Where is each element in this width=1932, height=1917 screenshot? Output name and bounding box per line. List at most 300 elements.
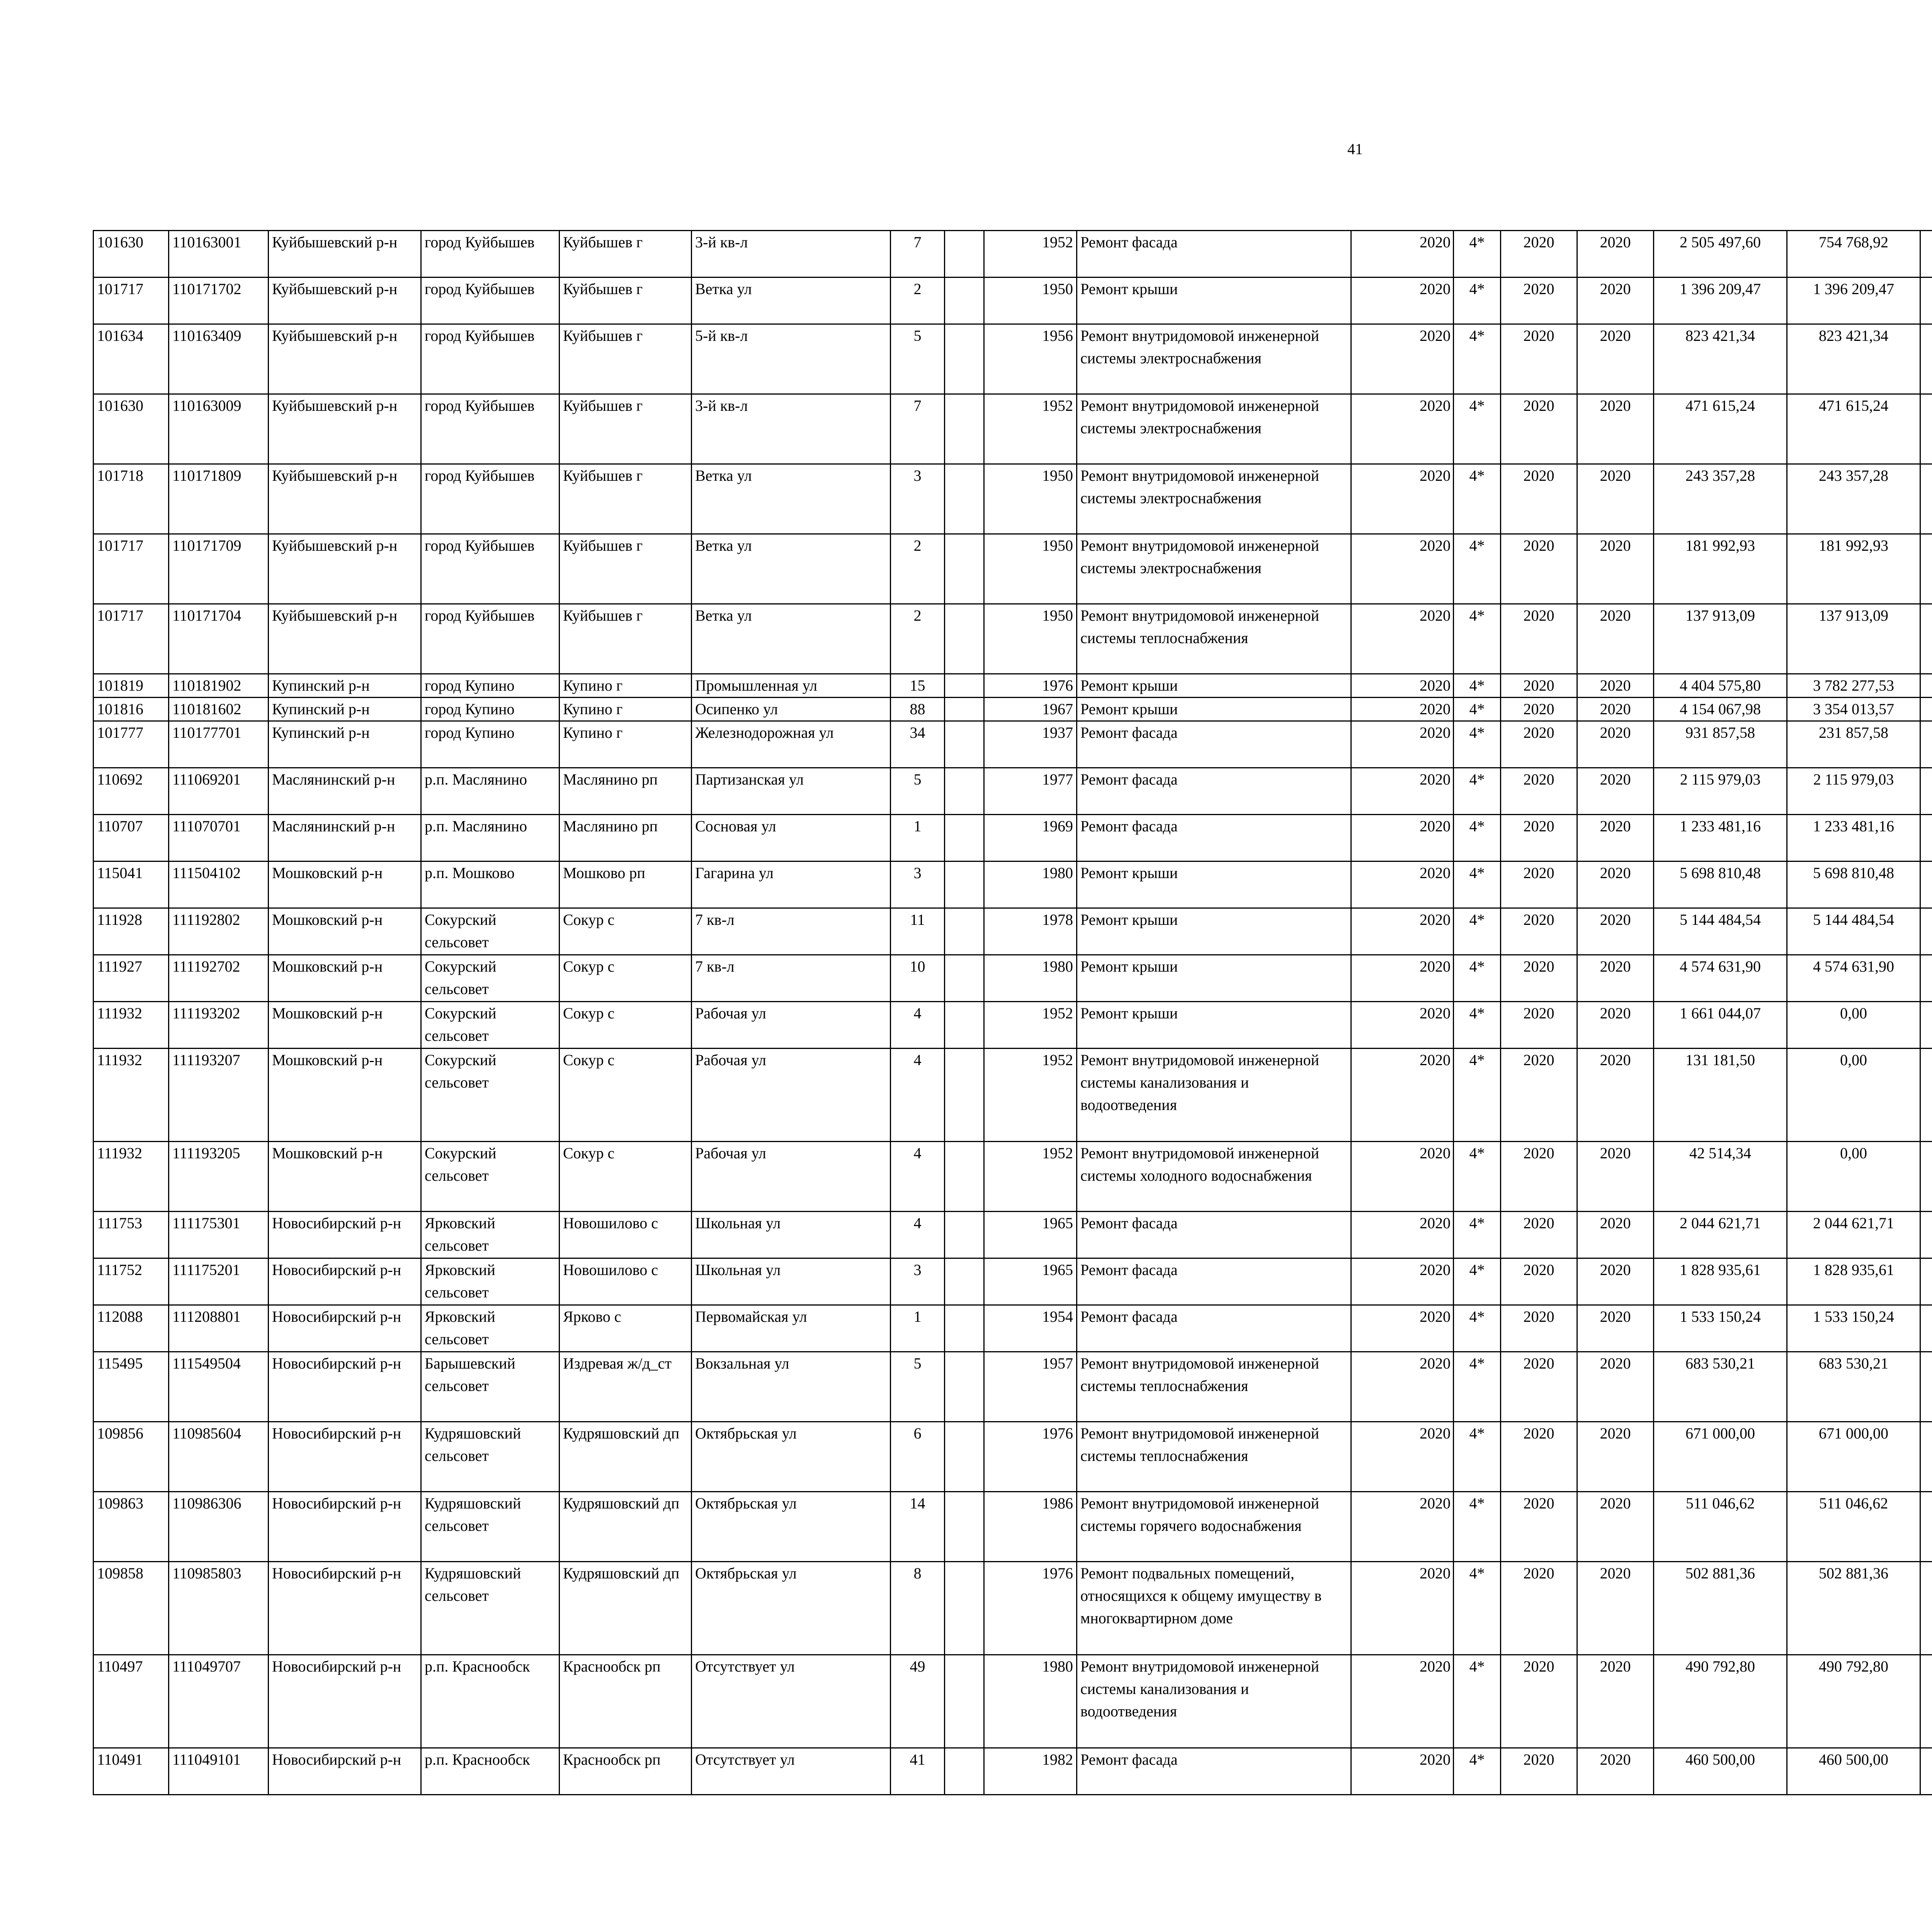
cell-work-code: 110163409 — [169, 324, 269, 394]
cell-street: Вокзальная ул — [692, 1352, 891, 1422]
cell-category: 4* — [1454, 1002, 1501, 1049]
cell-object-id: 109858 — [94, 1562, 169, 1655]
cell-municipality: город Куйбышев — [421, 604, 560, 674]
cell-end-year: 2020 — [1577, 768, 1654, 815]
cell-work-code: 111504102 — [169, 861, 269, 908]
cell-federal-funds — [1920, 861, 1932, 908]
cell-end-year: 2020 — [1577, 674, 1654, 698]
cell-end-year: 2020 — [1577, 1049, 1654, 1142]
cell-fund-cost: 460 500,00 — [1787, 1748, 1920, 1795]
cell-federal-funds — [1920, 278, 1932, 324]
cell-object-id: 101717 — [94, 534, 169, 604]
table-row — [94, 1049, 1932, 1142]
cell-locality: Куйбышев г — [560, 604, 692, 674]
cell-work-code: 111193205 — [169, 1142, 269, 1212]
cell-object-id: 101816 — [94, 698, 169, 721]
cell-house-letter — [945, 278, 984, 324]
cell-plan-year: 2020 — [1351, 1422, 1454, 1492]
cell-federal-funds — [1920, 324, 1932, 394]
cell-total-cost: 5 144 484,54 — [1654, 908, 1787, 955]
cell-street: Октябрьская ул — [692, 1562, 891, 1655]
cell-house-number: 5 — [891, 1352, 945, 1422]
cell-house-number: 6 — [891, 1422, 945, 1492]
cell-year-built: 1977 — [984, 768, 1077, 815]
cell-year-built: 1969 — [984, 815, 1077, 861]
cell-municipality: Ярковский сельсовет — [421, 1258, 560, 1305]
cell-locality: Маслянино рп — [560, 768, 692, 815]
cell-category: 4* — [1454, 1258, 1501, 1305]
cell-total-cost: 1 396 209,47 — [1654, 278, 1787, 324]
cell-year-built: 1957 — [984, 1352, 1077, 1422]
cell-federal-funds — [1920, 604, 1932, 674]
cell-year-built: 1952 — [984, 1142, 1077, 1212]
cell-house-number: 7 — [891, 231, 945, 278]
cell-start-year: 2020 — [1501, 1492, 1577, 1562]
cell-end-year: 2020 — [1577, 464, 1654, 534]
cell-house-letter — [945, 1212, 984, 1258]
cell-locality: Сокур с — [560, 1142, 692, 1212]
cell-house-letter — [945, 1258, 984, 1305]
cell-street: Октябрьская ул — [692, 1422, 891, 1492]
cell-object-id: 110692 — [94, 768, 169, 815]
cell-district: Купинский р-н — [269, 721, 421, 768]
cell-locality: Новошилово с — [560, 1212, 692, 1258]
cell-fund-cost: 0,00 — [1787, 1142, 1920, 1212]
cell-plan-year: 2020 — [1351, 1492, 1454, 1562]
cell-year-built: 1950 — [984, 604, 1077, 674]
cell-locality: Куйбышев г — [560, 534, 692, 604]
cell-category: 4* — [1454, 1655, 1501, 1748]
cell-end-year: 2020 — [1577, 1655, 1654, 1748]
cell-start-year: 2020 — [1501, 1748, 1577, 1795]
cell-work-code: 110171709 — [169, 534, 269, 604]
cell-end-year: 2020 — [1577, 231, 1654, 278]
cell-work-type: Ремонт фасада — [1077, 768, 1351, 815]
cell-house-number: 88 — [891, 698, 945, 721]
cell-federal-funds — [1920, 674, 1932, 698]
cell-category: 4* — [1454, 1748, 1501, 1795]
cell-house-letter — [945, 1562, 984, 1655]
cell-category: 4* — [1454, 1212, 1501, 1258]
cell-work-code: 111175201 — [169, 1258, 269, 1305]
cell-house-letter — [945, 861, 984, 908]
cell-object-id: 111932 — [94, 1049, 169, 1142]
cell-plan-year: 2020 — [1351, 534, 1454, 604]
cell-federal-funds — [1920, 815, 1932, 861]
cell-year-built: 1965 — [984, 1258, 1077, 1305]
cell-start-year: 2020 — [1501, 231, 1577, 278]
cell-district: Новосибирский р-н — [269, 1258, 421, 1305]
cell-house-number: 2 — [891, 278, 945, 324]
cell-house-number: 1 — [891, 1305, 945, 1352]
cell-house-number: 7 — [891, 394, 945, 464]
cell-end-year: 2020 — [1577, 861, 1654, 908]
table-row — [94, 861, 1932, 908]
cell-year-built: 1952 — [984, 1049, 1077, 1142]
cell-federal-funds — [1920, 1748, 1932, 1795]
cell-house-letter — [945, 604, 984, 674]
cell-federal-funds — [1920, 1492, 1932, 1562]
cell-municipality: Сокурский сельсовет — [421, 955, 560, 1002]
cell-total-cost: 137 913,09 — [1654, 604, 1787, 674]
cell-end-year: 2020 — [1577, 534, 1654, 604]
cell-work-type: Ремонт крыши — [1077, 698, 1351, 721]
cell-federal-funds — [1920, 464, 1932, 534]
register-body — [94, 231, 1932, 1795]
cell-house-letter — [945, 1305, 984, 1352]
cell-total-cost: 671 000,00 — [1654, 1422, 1787, 1492]
cell-municipality: город Купино — [421, 674, 560, 698]
cell-fund-cost: 3 354 013,57 — [1787, 698, 1920, 721]
cell-object-id: 101717 — [94, 278, 169, 324]
cell-total-cost: 4 404 575,80 — [1654, 674, 1787, 698]
table-row — [94, 1212, 1932, 1258]
cell-total-cost: 502 881,36 — [1654, 1562, 1787, 1655]
cell-end-year: 2020 — [1577, 698, 1654, 721]
cell-municipality: Сокурский сельсовет — [421, 1142, 560, 1212]
cell-total-cost: 471 615,24 — [1654, 394, 1787, 464]
cell-object-id: 101777 — [94, 721, 169, 768]
cell-category: 4* — [1454, 231, 1501, 278]
cell-start-year: 2020 — [1501, 1049, 1577, 1142]
cell-locality: Купино г — [560, 674, 692, 698]
page-number: 41 — [1347, 140, 1363, 158]
cell-year-built: 1980 — [984, 861, 1077, 908]
cell-work-code: 110181602 — [169, 698, 269, 721]
cell-street: Рабочая ул — [692, 1049, 891, 1142]
cell-locality: Маслянино рп — [560, 815, 692, 861]
cell-year-built: 1980 — [984, 1655, 1077, 1748]
cell-end-year: 2020 — [1577, 278, 1654, 324]
cell-house-number: 3 — [891, 1258, 945, 1305]
cell-object-id: 101630 — [94, 231, 169, 278]
cell-start-year: 2020 — [1501, 1655, 1577, 1748]
cell-street: 5-й кв-л — [692, 324, 891, 394]
table-row — [94, 1492, 1932, 1562]
cell-plan-year: 2020 — [1351, 1748, 1454, 1795]
cell-work-code: 110985803 — [169, 1562, 269, 1655]
cell-year-built: 1982 — [984, 1748, 1077, 1795]
cell-year-built: 1980 — [984, 955, 1077, 1002]
cell-fund-cost: 1 233 481,16 — [1787, 815, 1920, 861]
cell-work-code: 111192702 — [169, 955, 269, 1002]
cell-plan-year: 2020 — [1351, 604, 1454, 674]
cell-end-year: 2020 — [1577, 1305, 1654, 1352]
cell-work-code: 111193207 — [169, 1049, 269, 1142]
cell-house-number: 15 — [891, 674, 945, 698]
cell-work-type: Ремонт внутридомовой инженерной системы холодного водоснабжения — [1077, 1142, 1351, 1212]
cell-fund-cost: 502 881,36 — [1787, 1562, 1920, 1655]
cell-street: 7 кв-л — [692, 908, 891, 955]
cell-object-id: 115495 — [94, 1352, 169, 1422]
cell-object-id: 112088 — [94, 1305, 169, 1352]
cell-plan-year: 2020 — [1351, 1655, 1454, 1748]
cell-fund-cost: 137 913,09 — [1787, 604, 1920, 674]
cell-federal-funds — [1920, 721, 1932, 768]
cell-work-type: Ремонт фасада — [1077, 1212, 1351, 1258]
cell-category: 4* — [1454, 861, 1501, 908]
cell-work-code: 110163009 — [169, 394, 269, 464]
cell-locality: Сокур с — [560, 955, 692, 1002]
cell-fund-cost: 1 828 935,61 — [1787, 1258, 1920, 1305]
cell-end-year: 2020 — [1577, 1212, 1654, 1258]
cell-district: Купинский р-н — [269, 674, 421, 698]
cell-category: 4* — [1454, 394, 1501, 464]
cell-category: 4* — [1454, 324, 1501, 394]
cell-work-type: Ремонт внутридомовой инженерной системы канализования и водоотведения — [1077, 1655, 1351, 1748]
table-row — [94, 815, 1932, 861]
cell-locality: Краснообск рп — [560, 1748, 692, 1795]
cell-municipality: Ярковский сельсовет — [421, 1212, 560, 1258]
table-row — [94, 534, 1932, 604]
cell-house-letter — [945, 674, 984, 698]
cell-fund-cost: 5 698 810,48 — [1787, 861, 1920, 908]
table-row — [94, 1142, 1932, 1212]
table-row — [94, 674, 1932, 698]
cell-start-year: 2020 — [1501, 1212, 1577, 1258]
cell-total-cost: 2 044 621,71 — [1654, 1212, 1787, 1258]
cell-plan-year: 2020 — [1351, 908, 1454, 955]
cell-federal-funds — [1920, 394, 1932, 464]
cell-fund-cost: 511 046,62 — [1787, 1492, 1920, 1562]
cell-district: Новосибирский р-н — [269, 1748, 421, 1795]
cell-house-number: 1 — [891, 815, 945, 861]
table-row — [94, 1748, 1932, 1795]
cell-municipality: р.п. Маслянино — [421, 768, 560, 815]
cell-plan-year: 2020 — [1351, 278, 1454, 324]
cell-plan-year: 2020 — [1351, 324, 1454, 394]
cell-district: Куйбышевский р-н — [269, 604, 421, 674]
cell-district: Новосибирский р-н — [269, 1212, 421, 1258]
cell-street: Отсутствует ул — [692, 1748, 891, 1795]
cell-work-code: 111049101 — [169, 1748, 269, 1795]
cell-work-type: Ремонт фасада — [1077, 1305, 1351, 1352]
cell-year-built: 1965 — [984, 1212, 1077, 1258]
cell-work-code: 110986306 — [169, 1492, 269, 1562]
cell-municipality: Сокурский сельсовет — [421, 1049, 560, 1142]
cell-house-number: 34 — [891, 721, 945, 768]
cell-house-letter — [945, 955, 984, 1002]
cell-plan-year: 2020 — [1351, 861, 1454, 908]
cell-locality: Краснообск рп — [560, 1655, 692, 1748]
cell-federal-funds — [1920, 1212, 1932, 1258]
cell-federal-funds — [1920, 908, 1932, 955]
cell-district: Мошковский р-н — [269, 1049, 421, 1142]
cell-end-year: 2020 — [1577, 1258, 1654, 1305]
cell-end-year: 2020 — [1577, 1748, 1654, 1795]
cell-locality: Куйбышев г — [560, 231, 692, 278]
cell-object-id: 110707 — [94, 815, 169, 861]
cell-work-type: Ремонт фасада — [1077, 231, 1351, 278]
cell-house-number: 2 — [891, 534, 945, 604]
table-row — [94, 1422, 1932, 1492]
cell-end-year: 2020 — [1577, 908, 1654, 955]
cell-total-cost: 5 698 810,48 — [1654, 861, 1787, 908]
cell-end-year: 2020 — [1577, 1422, 1654, 1492]
cell-house-letter — [945, 1002, 984, 1049]
cell-start-year: 2020 — [1501, 324, 1577, 394]
cell-street: Отсутствует ул — [692, 1655, 891, 1748]
cell-start-year: 2020 — [1501, 955, 1577, 1002]
cell-district: Новосибирский р-н — [269, 1352, 421, 1422]
cell-fund-cost: 181 992,93 — [1787, 534, 1920, 604]
cell-house-letter — [945, 534, 984, 604]
cell-total-cost: 683 530,21 — [1654, 1352, 1787, 1422]
cell-locality: Издревая ж/д_ст — [560, 1352, 692, 1422]
cell-plan-year: 2020 — [1351, 1305, 1454, 1352]
cell-object-id: 111753 — [94, 1212, 169, 1258]
cell-year-built: 1956 — [984, 324, 1077, 394]
cell-plan-year: 2020 — [1351, 1049, 1454, 1142]
cell-fund-cost: 231 857,58 — [1787, 721, 1920, 768]
cell-district: Новосибирский р-н — [269, 1655, 421, 1748]
cell-start-year: 2020 — [1501, 1422, 1577, 1492]
cell-district: Куйбышевский р-н — [269, 464, 421, 534]
cell-house-letter — [945, 1422, 984, 1492]
cell-house-letter — [945, 908, 984, 955]
cell-house-number: 3 — [891, 861, 945, 908]
cell-municipality: Сокурский сельсовет — [421, 908, 560, 955]
cell-work-code: 110985604 — [169, 1422, 269, 1492]
cell-category: 4* — [1454, 464, 1501, 534]
cell-category: 4* — [1454, 1049, 1501, 1142]
cell-house-number: 5 — [891, 768, 945, 815]
cell-plan-year: 2020 — [1351, 1562, 1454, 1655]
cell-work-type: Ремонт фасада — [1077, 721, 1351, 768]
cell-category: 4* — [1454, 955, 1501, 1002]
cell-district: Новосибирский р-н — [269, 1492, 421, 1562]
cell-district: Куйбышевский р-н — [269, 278, 421, 324]
cell-district: Куйбышевский р-н — [269, 324, 421, 394]
cell-fund-cost: 490 792,80 — [1787, 1655, 1920, 1748]
cell-municipality: город Купино — [421, 721, 560, 768]
cell-category: 4* — [1454, 1422, 1501, 1492]
cell-work-type: Ремонт крыши — [1077, 955, 1351, 1002]
cell-start-year: 2020 — [1501, 908, 1577, 955]
cell-plan-year: 2020 — [1351, 698, 1454, 721]
table-row — [94, 721, 1932, 768]
cell-fund-cost: 4 574 631,90 — [1787, 955, 1920, 1002]
cell-house-number: 14 — [891, 1492, 945, 1562]
cell-locality: Куйбышев г — [560, 394, 692, 464]
cell-work-type: Ремонт внутридомовой инженерной системы электроснабжения — [1077, 394, 1351, 464]
cell-total-cost: 1 828 935,61 — [1654, 1258, 1787, 1305]
cell-work-code: 111175301 — [169, 1212, 269, 1258]
cell-district: Новосибирский р-н — [269, 1422, 421, 1492]
cell-locality: Кудряшовский дп — [560, 1422, 692, 1492]
cell-object-id: 111928 — [94, 908, 169, 955]
cell-end-year: 2020 — [1577, 1562, 1654, 1655]
cell-total-cost: 1 533 150,24 — [1654, 1305, 1787, 1352]
cell-end-year: 2020 — [1577, 815, 1654, 861]
cell-house-letter — [945, 464, 984, 534]
cell-end-year: 2020 — [1577, 721, 1654, 768]
cell-object-id: 101718 — [94, 464, 169, 534]
cell-year-built: 1976 — [984, 674, 1077, 698]
cell-locality: Сокур с — [560, 908, 692, 955]
cell-fund-cost: 1 396 209,47 — [1787, 278, 1920, 324]
cell-work-type: Ремонт подвальных помещений, относящихся к общему имуществу в многоквартирном доме — [1077, 1562, 1351, 1655]
cell-end-year: 2020 — [1577, 324, 1654, 394]
cell-start-year: 2020 — [1501, 464, 1577, 534]
cell-house-number: 4 — [891, 1002, 945, 1049]
cell-year-built: 1950 — [984, 278, 1077, 324]
cell-district: Мошковский р-н — [269, 861, 421, 908]
table-row — [94, 1305, 1932, 1352]
cell-year-built: 1952 — [984, 231, 1077, 278]
cell-locality: Куйбышев г — [560, 278, 692, 324]
cell-locality: Сокур с — [560, 1049, 692, 1142]
cell-plan-year: 2020 — [1351, 721, 1454, 768]
cell-house-number: 4 — [891, 1049, 945, 1142]
cell-start-year: 2020 — [1501, 1305, 1577, 1352]
cell-object-id: 101630 — [94, 394, 169, 464]
cell-start-year: 2020 — [1501, 698, 1577, 721]
cell-work-type: Ремонт внутридомовой инженерной системы теплоснабжения — [1077, 604, 1351, 674]
cell-start-year: 2020 — [1501, 534, 1577, 604]
cell-federal-funds — [1920, 1562, 1932, 1655]
cell-locality: Купино г — [560, 721, 692, 768]
table-row — [94, 1258, 1932, 1305]
cell-municipality: город Куйбышев — [421, 278, 560, 324]
cell-work-type: Ремонт крыши — [1077, 1002, 1351, 1049]
cell-house-letter — [945, 324, 984, 394]
cell-district: Куйбышевский р-н — [269, 394, 421, 464]
cell-municipality: Барышевский сельсовет — [421, 1352, 560, 1422]
cell-street: Первомайская ул — [692, 1305, 891, 1352]
cell-end-year: 2020 — [1577, 955, 1654, 1002]
cell-category: 4* — [1454, 534, 1501, 604]
cell-fund-cost: 2 044 621,71 — [1787, 1212, 1920, 1258]
cell-federal-funds — [1920, 1258, 1932, 1305]
cell-fund-cost: 0,00 — [1787, 1002, 1920, 1049]
cell-total-cost: 1 233 481,16 — [1654, 815, 1787, 861]
cell-federal-funds — [1920, 955, 1932, 1002]
cell-locality: Сокур с — [560, 1002, 692, 1049]
cell-house-letter — [945, 231, 984, 278]
cell-start-year: 2020 — [1501, 815, 1577, 861]
cell-start-year: 2020 — [1501, 861, 1577, 908]
cell-total-cost: 511 046,62 — [1654, 1492, 1787, 1562]
cell-house-number: 11 — [891, 908, 945, 955]
cell-object-id: 115041 — [94, 861, 169, 908]
cell-end-year: 2020 — [1577, 604, 1654, 674]
cell-house-number: 49 — [891, 1655, 945, 1748]
cell-plan-year: 2020 — [1351, 1212, 1454, 1258]
cell-end-year: 2020 — [1577, 1142, 1654, 1212]
cell-street: Сосновая ул — [692, 815, 891, 861]
cell-house-letter — [945, 394, 984, 464]
cell-category: 4* — [1454, 721, 1501, 768]
cell-end-year: 2020 — [1577, 1352, 1654, 1422]
cell-house-letter — [945, 1492, 984, 1562]
cell-municipality: город Куйбышев — [421, 464, 560, 534]
cell-work-code: 110163001 — [169, 231, 269, 278]
cell-street: Ветка ул — [692, 464, 891, 534]
cell-federal-funds — [1920, 1142, 1932, 1212]
cell-street: Железнодорожная ул — [692, 721, 891, 768]
cell-street: Школьная ул — [692, 1258, 891, 1305]
cell-start-year: 2020 — [1501, 674, 1577, 698]
cell-total-cost: 823 421,34 — [1654, 324, 1787, 394]
cell-federal-funds — [1920, 768, 1932, 815]
table-row — [94, 698, 1932, 721]
cell-house-number: 4 — [891, 1142, 945, 1212]
cell-street: Ветка ул — [692, 604, 891, 674]
cell-end-year: 2020 — [1577, 394, 1654, 464]
cell-municipality: город Куйбышев — [421, 324, 560, 394]
cell-work-code: 111049707 — [169, 1655, 269, 1748]
